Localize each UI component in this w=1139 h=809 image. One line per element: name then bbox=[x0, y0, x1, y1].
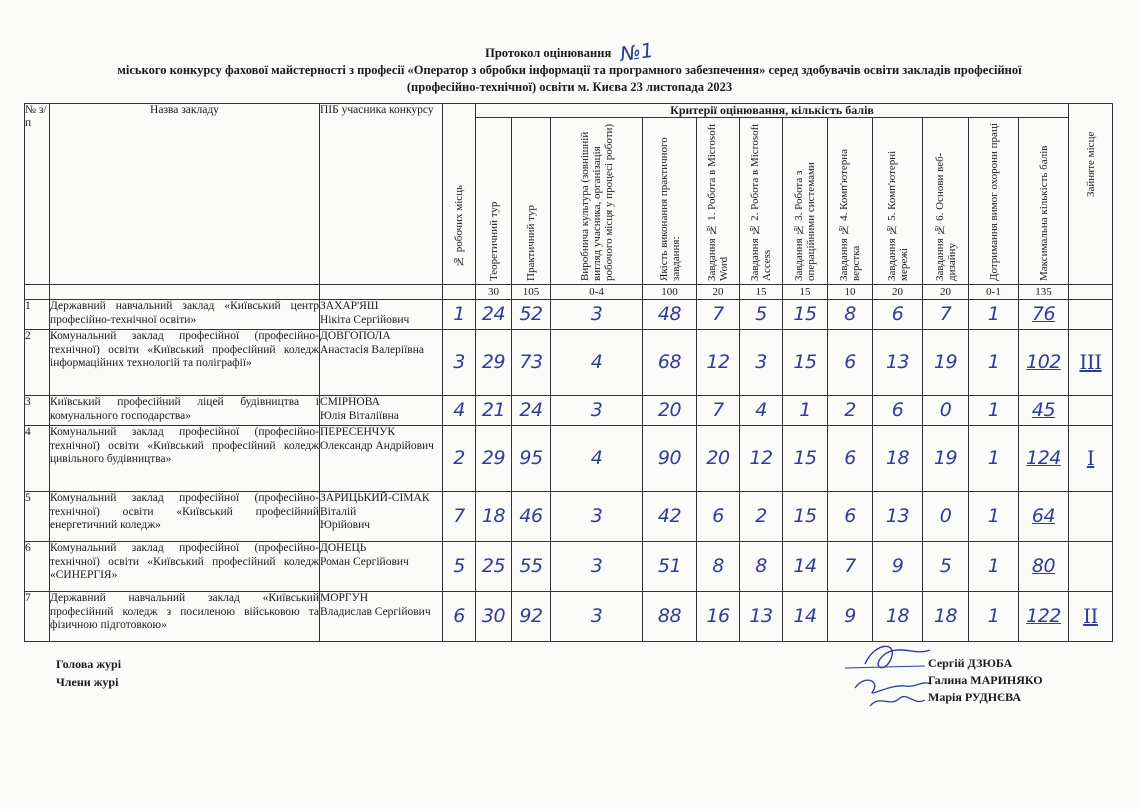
max-point-cell: 20 bbox=[923, 285, 969, 300]
score-cell: 3 bbox=[740, 330, 783, 396]
max-empty bbox=[25, 285, 50, 300]
table-row bbox=[25, 492, 1113, 542]
participant-surname: МОРГУН bbox=[320, 592, 369, 604]
criterion-label: Завдання № 6. Основи веб-дизайну bbox=[933, 152, 958, 281]
row-number: 1 bbox=[25, 300, 50, 330]
table-row bbox=[25, 592, 1113, 642]
max-point-cell: 0-4 bbox=[551, 285, 643, 300]
score-cell: 64 bbox=[1019, 492, 1069, 542]
score-cell: 3 bbox=[551, 592, 643, 642]
criterion-label: Теоретичний тур bbox=[487, 201, 500, 281]
score-cell: 20 bbox=[697, 426, 740, 492]
protocol-header bbox=[20, 37, 1119, 96]
score-cell: 76 bbox=[1019, 300, 1069, 330]
score-cell: 80 bbox=[1019, 542, 1069, 592]
criterion-label: Завдання № 2. Робота в Microsoft Access bbox=[749, 123, 773, 281]
score-cell: 90 bbox=[643, 426, 697, 492]
criteria-title: Критерії оцінювання, кількість балів bbox=[476, 104, 1069, 118]
criterion-header bbox=[476, 118, 512, 285]
member-name-1: Галина МАРИНЯКО bbox=[928, 673, 1043, 687]
school-name: Комунальний заклад професійної (професійно-технічної) освіти «Київський професійний коледж цивільного будівництва» bbox=[50, 426, 320, 492]
score-cell: 29 bbox=[476, 330, 512, 396]
score-cell: 51 bbox=[643, 542, 697, 592]
chair-name: Сергій ДЗЮБА bbox=[928, 656, 1013, 670]
score-cell: 16 bbox=[697, 592, 740, 642]
criterion-header bbox=[828, 118, 873, 285]
col-number-header: № з/п bbox=[25, 104, 50, 285]
max-empty bbox=[443, 285, 476, 300]
criterion-header bbox=[873, 118, 923, 285]
score-cell: 1 bbox=[969, 300, 1019, 330]
score-cell: 3 bbox=[551, 396, 643, 426]
row-number: 7 bbox=[25, 592, 50, 642]
participant-given-name: Владислав Сергійович bbox=[320, 605, 431, 618]
school-name: Комунальний заклад професійної (професійно-технічної) освіти «Київський професійний енергетичний коледж» bbox=[50, 492, 320, 542]
participant-surname: ЗАХАР'ЯШ bbox=[320, 300, 379, 312]
score-cell: 8 bbox=[828, 300, 873, 330]
handwritten-protocol-number: №1 bbox=[618, 37, 656, 67]
participant-given-name: Анастасія Валеріївна bbox=[320, 343, 424, 356]
school-name: Комунальний заклад професійної (професійно-технічної) освіти «Київський професійний коледж інформаційних технологій та поліграфії» bbox=[50, 330, 320, 396]
max-points-row bbox=[25, 285, 1113, 300]
score-cell: 3 bbox=[551, 492, 643, 542]
score-cell: 42 bbox=[643, 492, 697, 542]
score-cell: 14 bbox=[783, 592, 828, 642]
score-cell: 20 bbox=[643, 396, 697, 426]
score-cell: 5 bbox=[740, 300, 783, 330]
place-cell: I bbox=[1069, 426, 1113, 492]
max-point-cell: 30 bbox=[476, 285, 512, 300]
place-cell bbox=[1069, 492, 1113, 542]
score-cell: 8 bbox=[697, 542, 740, 592]
table-row bbox=[25, 300, 1113, 330]
participant-surname: ПЕРЕСЕНЧУК bbox=[320, 426, 396, 438]
max-empty bbox=[50, 285, 320, 300]
col-participant-header: ПІБ учасника конкурсу bbox=[320, 104, 443, 285]
score-cell: 15 bbox=[783, 330, 828, 396]
criterion-header bbox=[643, 118, 697, 285]
row-number: 3 bbox=[25, 396, 50, 426]
score-cell: 3 bbox=[551, 542, 643, 592]
score-cell: 7 bbox=[923, 300, 969, 330]
table-row bbox=[25, 542, 1113, 592]
place-cell bbox=[1069, 396, 1113, 426]
criterion-label: Завдання № 1. Робота в Microsoft Word bbox=[706, 123, 730, 281]
score-cell: 52 bbox=[512, 300, 551, 330]
score-cell: 24 bbox=[512, 396, 551, 426]
col-place-header bbox=[1069, 104, 1113, 285]
jury-signatures bbox=[845, 636, 935, 716]
score-cell: 92 bbox=[512, 592, 551, 642]
school-name: Державний навчальний заклад «Київський професійний коледж з посиленою військовою та фізичною підготовкою» bbox=[50, 592, 320, 642]
criterion-label: Виробнича культура (зовнішній вигляд учасника, організація робочого місця у процесі роботи) bbox=[578, 123, 615, 281]
participant-given-name: Юлія Віталіївна bbox=[320, 409, 399, 422]
score-cell: 15 bbox=[783, 426, 828, 492]
score-cell: 1 bbox=[969, 542, 1019, 592]
participant-name bbox=[320, 592, 443, 642]
score-cell: 88 bbox=[643, 592, 697, 642]
score-cell: 6 bbox=[828, 330, 873, 396]
protocol-title: Протокол оцінювання bbox=[485, 46, 612, 60]
score-cell: 124 bbox=[1019, 426, 1069, 492]
protocol-subtitle-1: міського конкурсу фахової майстерності з професії «Оператор з обробки інформації та програмного забезпечення» серед здобувачів освіти закладів професійної bbox=[117, 63, 1022, 77]
score-cell: 25 bbox=[476, 542, 512, 592]
score-cell: 18 bbox=[873, 592, 923, 642]
participant-name bbox=[320, 330, 443, 396]
participant-surname: СМІРНОВА bbox=[320, 396, 380, 408]
score-cell: 1 bbox=[969, 396, 1019, 426]
score-cell: 95 bbox=[512, 426, 551, 492]
workplace-number: 7 bbox=[443, 492, 476, 542]
header-row-1 bbox=[25, 104, 1113, 118]
score-cell: 6 bbox=[873, 300, 923, 330]
jury-labels bbox=[56, 655, 121, 691]
criterion-label: Дотримання вимог охорони праці bbox=[987, 123, 1000, 281]
score-cell: 68 bbox=[643, 330, 697, 396]
participant-surname: ЗАРИЦЬКИЙ-СІМАК Віталій bbox=[320, 492, 430, 518]
col-workplace-header bbox=[443, 104, 476, 285]
score-cell: 13 bbox=[740, 592, 783, 642]
max-point-cell: 10 bbox=[828, 285, 873, 300]
score-cell: 13 bbox=[873, 330, 923, 396]
participant-name bbox=[320, 542, 443, 592]
score-cell: 15 bbox=[783, 492, 828, 542]
protocol-subtitle-2: (професійно-технічної) освіти м. Києва 23 листопада 2023 bbox=[406, 80, 733, 94]
criterion-header bbox=[783, 118, 828, 285]
chair-label: Голова журі bbox=[56, 657, 122, 671]
score-cell: 7 bbox=[828, 542, 873, 592]
participant-surname: ДОНЕЦЬ bbox=[320, 542, 367, 554]
score-cell: 15 bbox=[783, 300, 828, 330]
score-cell: 48 bbox=[643, 300, 697, 330]
signature-member-1 bbox=[855, 680, 931, 693]
max-point-cell: 100 bbox=[643, 285, 697, 300]
score-cell: 19 bbox=[923, 330, 969, 396]
participant-name bbox=[320, 492, 443, 542]
workplace-number: 5 bbox=[443, 542, 476, 592]
col-place-label: Зайняте місце bbox=[1084, 131, 1097, 197]
participant-given-name: Юрійович bbox=[320, 519, 371, 531]
criterion-header bbox=[697, 118, 740, 285]
score-cell: 14 bbox=[783, 542, 828, 592]
place-cell: II bbox=[1069, 592, 1113, 642]
score-cell: 6 bbox=[697, 492, 740, 542]
score-cell: 18 bbox=[476, 492, 512, 542]
criterion-header bbox=[1019, 118, 1069, 285]
criterion-header bbox=[551, 118, 643, 285]
table-row bbox=[25, 426, 1113, 492]
score-cell: 12 bbox=[697, 330, 740, 396]
max-point-cell: 20 bbox=[873, 285, 923, 300]
table-row bbox=[25, 396, 1113, 426]
row-number: 5 bbox=[25, 492, 50, 542]
score-cell: 1 bbox=[969, 592, 1019, 642]
row-number: 4 bbox=[25, 426, 50, 492]
participant-given-name: Олександр Андрійович bbox=[320, 439, 434, 452]
protocol-title-line bbox=[20, 37, 1119, 67]
score-cell: 18 bbox=[873, 426, 923, 492]
score-cell: 30 bbox=[476, 592, 512, 642]
score-cell: 29 bbox=[476, 426, 512, 492]
workplace-number: 3 bbox=[443, 330, 476, 396]
score-cell: 1 bbox=[783, 396, 828, 426]
place-cell: III bbox=[1069, 330, 1113, 396]
score-cell: 24 bbox=[476, 300, 512, 330]
max-point-cell: 135 bbox=[1019, 285, 1069, 300]
score-cell: 8 bbox=[740, 542, 783, 592]
jury-names bbox=[928, 655, 1043, 706]
participant-name bbox=[320, 300, 443, 330]
row-number: 6 bbox=[25, 542, 50, 592]
score-cell: 6 bbox=[873, 396, 923, 426]
criterion-header bbox=[512, 118, 551, 285]
workplace-number: 2 bbox=[443, 426, 476, 492]
max-point-cell: 0-1 bbox=[969, 285, 1019, 300]
max-point-cell: 20 bbox=[697, 285, 740, 300]
score-cell: 1 bbox=[969, 330, 1019, 396]
max-point-cell: 15 bbox=[740, 285, 783, 300]
score-cell: 73 bbox=[512, 330, 551, 396]
workplace-number: 6 bbox=[443, 592, 476, 642]
place-cell bbox=[1069, 300, 1113, 330]
participant-given-name: Роман Сергійович bbox=[320, 555, 409, 568]
participant-name bbox=[320, 396, 443, 426]
school-name: Державний навчальний заклад «Київський центр професійно-технічної освіти» bbox=[50, 300, 320, 330]
col-workplace-label: № робочих місць bbox=[453, 184, 465, 267]
score-cell: 4 bbox=[551, 426, 643, 492]
participant-name bbox=[320, 426, 443, 492]
score-cell: 19 bbox=[923, 426, 969, 492]
score-cell: 46 bbox=[512, 492, 551, 542]
score-cell: 18 bbox=[923, 592, 969, 642]
criterion-label: Практичний тур bbox=[525, 205, 537, 281]
score-cell: 2 bbox=[828, 396, 873, 426]
workplace-number: 1 bbox=[443, 300, 476, 330]
school-name: Київський професійний ліцей будівництва і комунального господарства» bbox=[50, 396, 320, 426]
score-cell: 4 bbox=[740, 396, 783, 426]
results-table bbox=[24, 103, 1113, 642]
criterion-header bbox=[969, 118, 1019, 285]
criterion-label: Завдання № 5. Комп'ютерні мережі bbox=[885, 150, 910, 281]
score-cell: 2 bbox=[740, 492, 783, 542]
max-empty bbox=[1069, 285, 1113, 300]
score-cell: 6 bbox=[828, 426, 873, 492]
school-name: Комунальний заклад професійної (професійно-технічної) освіти «Київський професійний коледж «СИНЕРГІЯ» bbox=[50, 542, 320, 592]
signature-chair bbox=[865, 646, 930, 667]
row-number: 2 bbox=[25, 330, 50, 396]
score-cell: 0 bbox=[923, 396, 969, 426]
score-cell: 13 bbox=[873, 492, 923, 542]
score-cell: 1 bbox=[969, 426, 1019, 492]
score-cell: 55 bbox=[512, 542, 551, 592]
criterion-header bbox=[740, 118, 783, 285]
score-cell: 102 bbox=[1019, 330, 1069, 396]
score-cell: 6 bbox=[828, 492, 873, 542]
criterion-label: Завдання № 4. Комп'ютерна верстка bbox=[838, 148, 862, 281]
members-label: Члени журі bbox=[56, 675, 119, 689]
score-cell: 7 bbox=[697, 300, 740, 330]
score-cell: 4 bbox=[551, 330, 643, 396]
criterion-label: Максимальна кількість балів bbox=[1037, 145, 1050, 281]
score-cell: 7 bbox=[697, 396, 740, 426]
workplace-number: 4 bbox=[443, 396, 476, 426]
score-cell: 5 bbox=[923, 542, 969, 592]
max-point-cell: 105 bbox=[512, 285, 551, 300]
score-cell: 21 bbox=[476, 396, 512, 426]
table-row bbox=[25, 330, 1113, 396]
score-cell: 12 bbox=[740, 426, 783, 492]
score-cell: 3 bbox=[551, 300, 643, 330]
score-cell: 1 bbox=[969, 492, 1019, 542]
max-empty bbox=[320, 285, 443, 300]
score-cell: 45 bbox=[1019, 396, 1069, 426]
signature-member-2 bbox=[870, 696, 925, 706]
score-cell: 122 bbox=[1019, 592, 1069, 642]
criterion-label: Якість виконання практичного завдання: bbox=[657, 137, 682, 281]
score-cell: 9 bbox=[873, 542, 923, 592]
score-cell: 9 bbox=[828, 592, 873, 642]
results-body bbox=[25, 300, 1113, 642]
participant-given-name: Нікіта Сергійович bbox=[320, 313, 410, 326]
member-name-2: Марія РУДНЄВА bbox=[928, 690, 1022, 704]
criterion-header bbox=[923, 118, 969, 285]
score-cell: 0 bbox=[923, 492, 969, 542]
criterion-label: Завдання № 3. Робота з операційними системами bbox=[793, 162, 817, 281]
participant-surname: ДОВГОПОЛА bbox=[320, 330, 391, 342]
max-point-cell: 15 bbox=[783, 285, 828, 300]
place-cell bbox=[1069, 542, 1113, 592]
col-school-header: Назва закладу bbox=[50, 104, 320, 285]
